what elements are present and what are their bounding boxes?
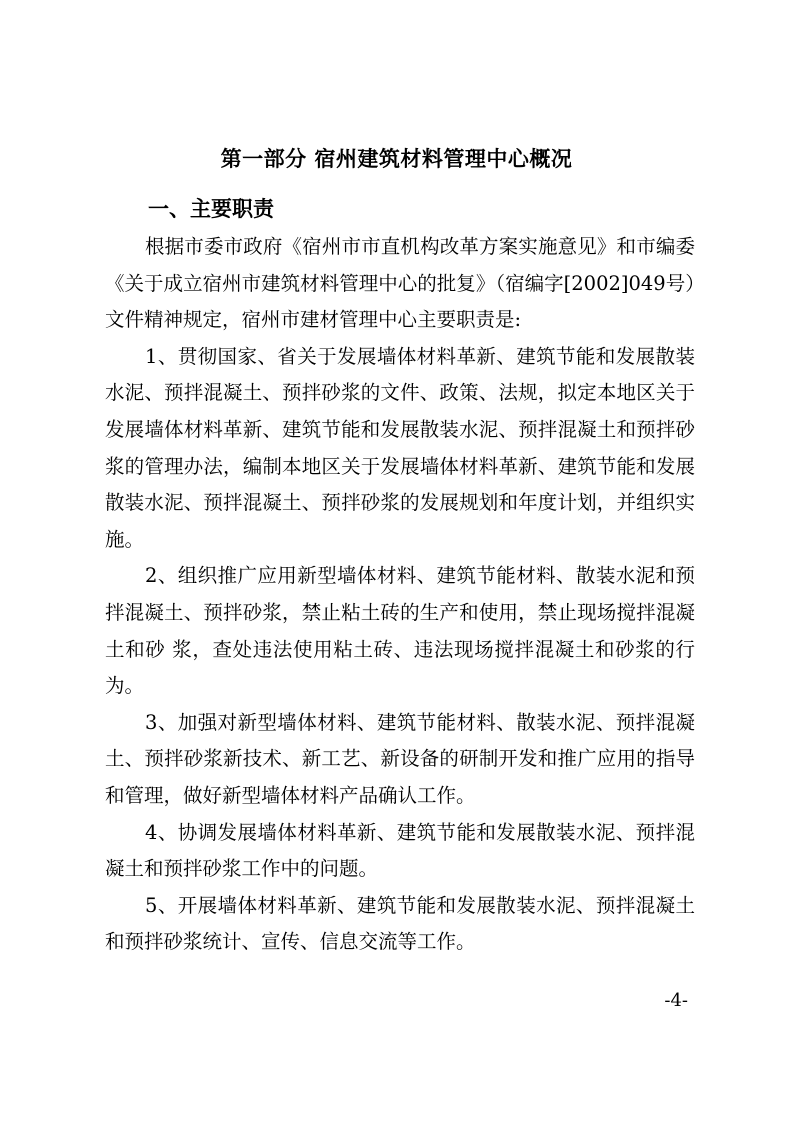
paragraph-duty-1: 1、贯彻国家、省关于发展墙体材料革新、建筑节能和发展散装水泥、预拌混凝土、预拌砂浆的文件、政策、法规，拟定本地区关于发展墙体材料革新、建筑节能和发展散装水泥、预拌混凝土和预拌砂浆的管理办法，编制本地区关于发展墙体材料革新、建筑节能和发展散装水泥、预拌混凝土、预拌砂浆的发展规划和年度计划，并组织实施。 [105,344,695,551]
paragraph-intro: 根据市委市政府《宿州市市直机构改革方案实施意见》和市编委《关于成立宿州市建筑材料管理中心的批复》（宿编字[2002]049号）文件精神规定，宿州市建材管理中心主要职责是: [105,235,695,332]
paragraph-duty-5: 5、开展墙体材料革新、建筑节能和发展散装水泥、预拌混凝土和预拌砂浆统计、宣传、信息交流等工作。 [105,893,695,954]
body-text [105,229,695,961]
paragraph-duty-4: 4、协调发展墙体材料革新、建筑节能和发展散装水泥、预拌混凝土和预拌砂浆工作中的问题。 [105,820,695,881]
paragraph-duty-3: 3、加强对新型墙体材料、建筑节能材料、散装水泥、预拌混凝土、预拌砂浆新技术、新工艺、新设备的研制开发和推广应用的指导和管理，做好新型墙体材料产品确认工作。 [105,710,695,807]
page-number: -4- [664,990,688,1011]
section-heading: 一、主要职责 [148,197,274,221]
page-title: 第一部分 宿州建筑材料管理中心概况 [220,147,573,171]
paragraph-duty-2: 2、组织推广应用新型墙体材料、建筑节能材料、散装水泥和预拌混凝土、预拌砂浆，禁止粘土砖的生产和使用，禁止现场搅拌混凝土和砂 浆，查处违法使用粘土砖、违法现场搅拌混凝土和砂浆的行为。 [105,564,695,698]
